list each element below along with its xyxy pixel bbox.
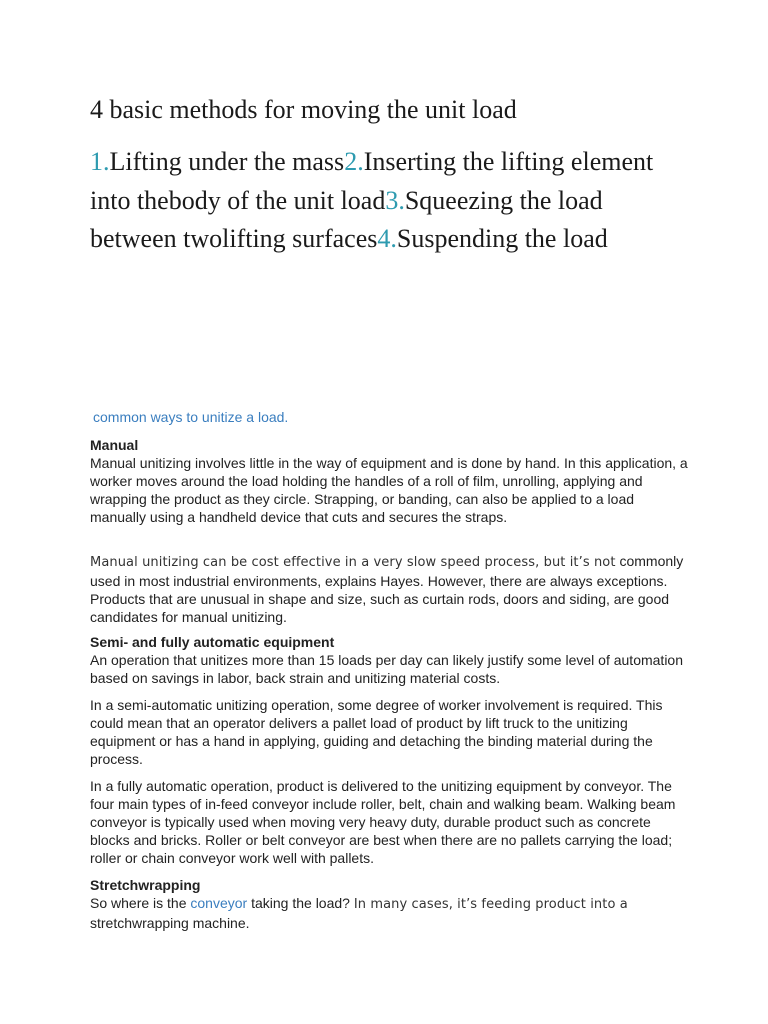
semi-paragraph-1: An operation that unitizes more than 15 loads per day can likely justify some level of automation based on savings in labor, back strain and unitizing material costs.	[90, 652, 683, 686]
semi-paragraph-2: In a semi-automatic unitizing operation, some degree of worker involvement is required. This could mean that an operator delivers a pallet load of product by lift truck to the unitizing equipment or has a hand in applying, guiding and detaching the binding material during the process.	[90, 697, 663, 767]
section-title-semi: Semi- and fully automatic equipment	[90, 634, 335, 650]
manual-paragraph-2-lead: Manual unitizing can be cost effective in a very slow speed process, but it’s not	[90, 555, 616, 570]
semi-section	[90, 633, 690, 687]
manual-paragraph-2	[90, 552, 690, 626]
method-text: Squeezing the load between twolifting surfaces	[90, 185, 603, 253]
conveyor-link[interactable]: conveyor	[190, 895, 248, 911]
method-text: Inserting the lifting element into thebody of the unit load	[90, 147, 654, 215]
stretch-text-pre: So where is the	[90, 895, 191, 911]
stretch-text-post: stretchwrapping machine.	[90, 915, 250, 931]
section-title-stretch: Stretchwrapping	[90, 877, 201, 893]
document-heading: 4 basic methods for moving the unit load	[90, 95, 517, 124]
stretch-section	[90, 876, 690, 932]
stretch-text-soft: In many cases, it’s feeding product into a	[353, 897, 628, 912]
methods-list	[90, 143, 690, 259]
method-number: 2.	[344, 147, 364, 176]
method-text: Lifting under the mass	[109, 147, 345, 176]
method-number: 4.	[377, 224, 397, 253]
common-ways-link[interactable]: common ways to unitize a load.	[93, 409, 289, 425]
manual-paragraph-1: Manual unitizing involves little in the way of equipment and is done by hand. In this application, a worker moves around the load holding the handles of a roll of film, unrolling, applying and wrapping the product as they circle. Strapping, or banding, can also be applied to a load manually using a handheld device that cuts and secures the straps.	[90, 455, 688, 525]
method-text: Suspending the load	[396, 224, 608, 253]
method-number: 1.	[90, 147, 110, 176]
manual-paragraph-2-rest: commonly used in most industrial environments, explains Hayes. However, there are always exceptions. Products that are unusual in shape and size, such as curtain rods, doors and siding, are good candidates for manual unitizing.	[90, 553, 684, 625]
section-title-manual: Manual	[90, 437, 139, 453]
stretch-text-mid: taking the load?	[247, 895, 354, 911]
semi-paragraph-3: In a fully automatic operation, product is delivered to the unitizing equipment by conveyor. The four main types of in-feed conveyor include roller, belt, chain and walking beam. Walking beam conveyor is typically used when moving very heavy duty, durable product such as concrete blocks and bricks. Roller or belt conveyor are best when there are no pallets carrying the load; roller or chain conveyor work well with pallets.	[90, 778, 676, 866]
method-number: 3.	[385, 185, 405, 215]
manual-section	[90, 436, 690, 526]
